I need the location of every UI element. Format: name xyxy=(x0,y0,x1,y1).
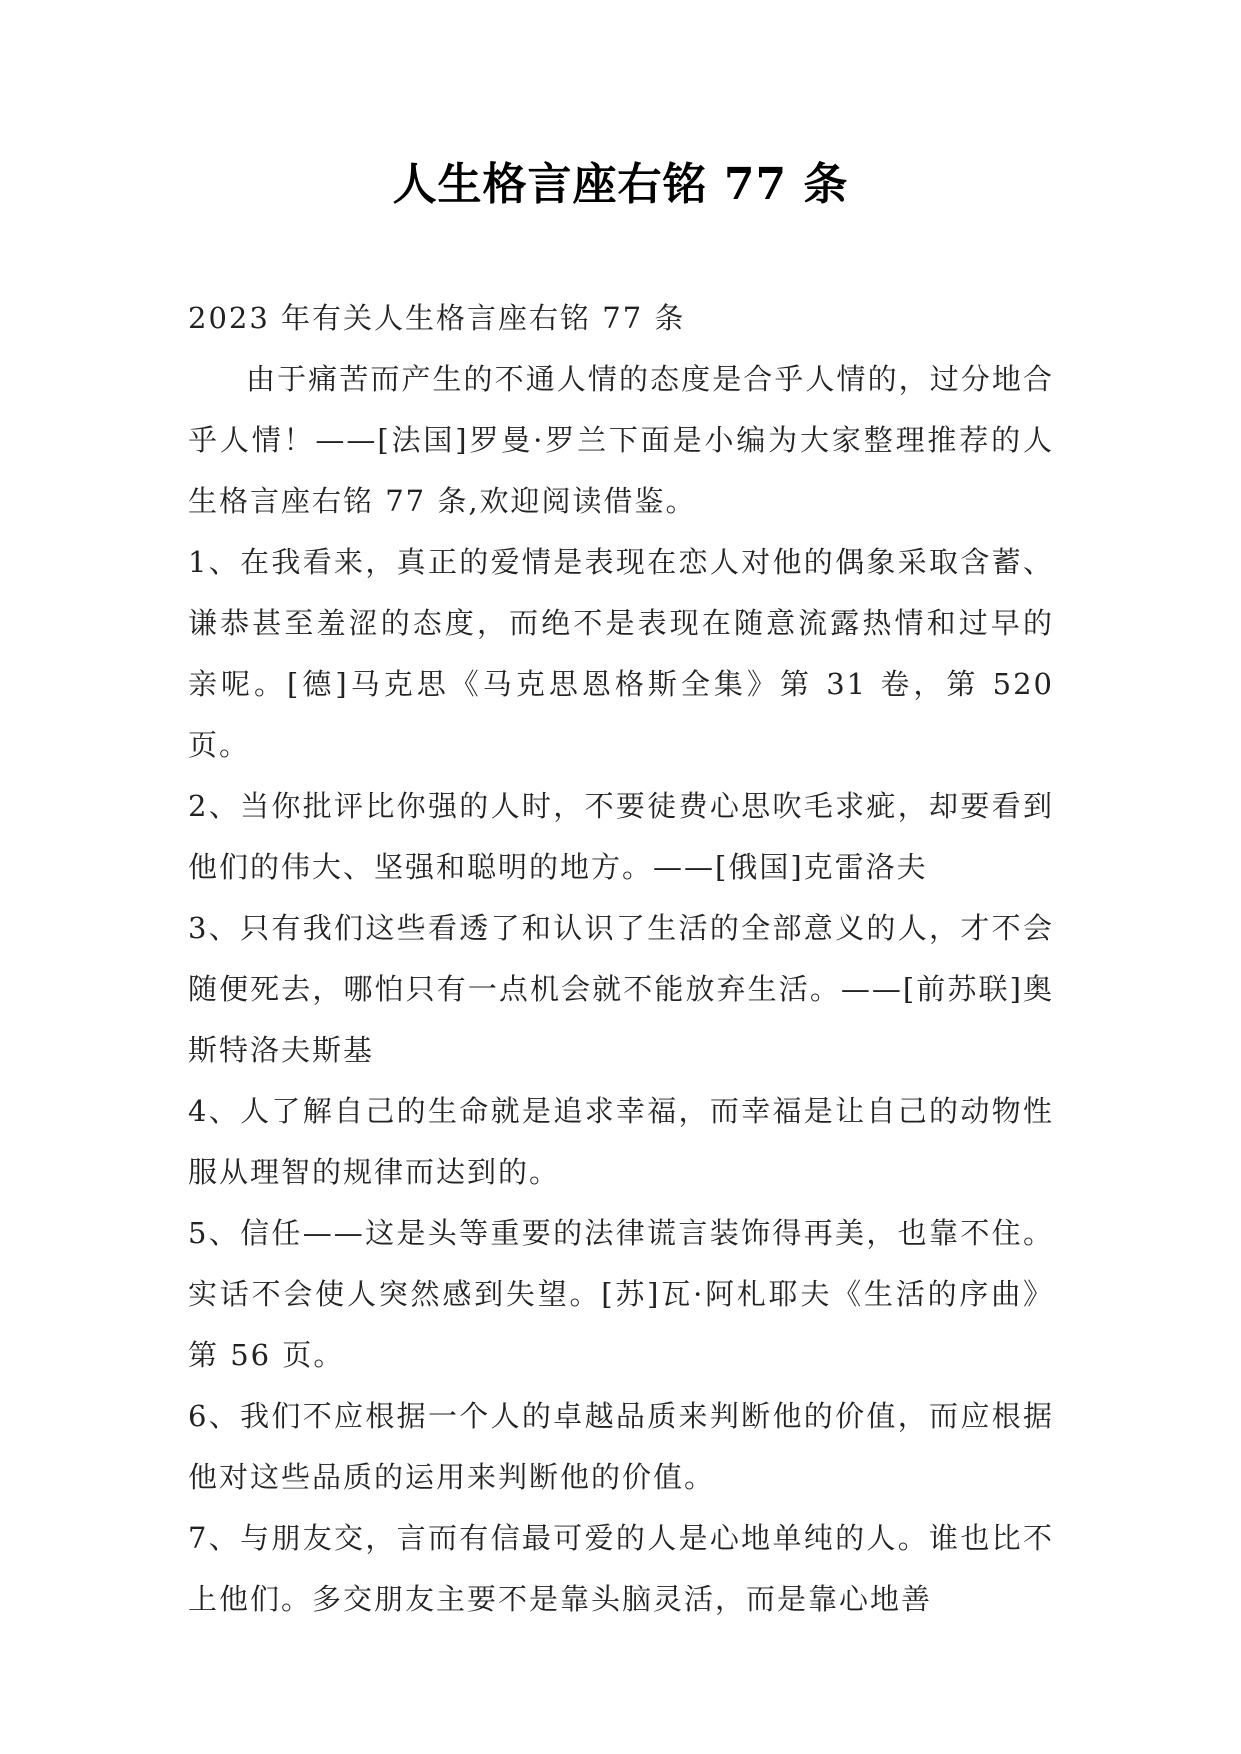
motto-item-2: 2、当你批评比你强的人时，不要徒费心思吹毛求疵，却要看到他们的伟大、坚强和聪明的地方。——[俄国]克雷洛夫 xyxy=(188,789,1054,884)
motto-item-3: 3、只有我们这些看透了和认识了生活的全部意义的人，才不会随便死去，哪怕只有一点机会就不能放弃生活。——[前苏联]奥斯特洛夫斯基 xyxy=(188,911,1054,1067)
motto-item-5: 5、信任——这是头等重要的法律谎言装饰得再美，也靠不住。实话不会使人突然感到失望。[苏]瓦·阿札耶夫《生活的序曲》第 56 页。 xyxy=(188,1216,1054,1372)
motto-item-4: 4、人了解自己的生命就是追求幸福，而幸福是让自己的动物性服从理智的规律而达到的。 xyxy=(188,1094,1054,1189)
motto-item-7: 7、与朋友交，言而有信最可爱的人是心地单纯的人。谁也比不上他们。多交朋友主要不是靠头脑灵活，而是靠心地善 xyxy=(188,1521,1054,1616)
intro-paragraph: 由于痛苦而产生的不通人情的态度是合乎人情的，过分地合乎人情！——[法国]罗曼·罗兰下面是小编为大家整理推荐的人生格言座右铭 77 条,欢迎阅读借鉴。 xyxy=(188,362,1054,518)
motto-item-6: 6、我们不应根据一个人的卓越品质来判断他的价值，而应根据他对这些品质的运用来判断他的价值。 xyxy=(188,1399,1054,1494)
document-subtitle: 2023 年有关人生格言座右铭 77 条 xyxy=(188,301,686,335)
motto-item-1: 1、在我看来，真正的爱情是表现在恋人对他的偶象采取含蓄、谦恭甚至羞涩的态度，而绝不是表现在随意流露热情和过早的亲呢。[德]马克思《马克思恩格斯全集》第 31 卷，第 520 页。 xyxy=(188,545,1054,762)
document-title: 人生格言座右铭 77 条 xyxy=(392,159,849,210)
document-body xyxy=(188,288,1054,1630)
